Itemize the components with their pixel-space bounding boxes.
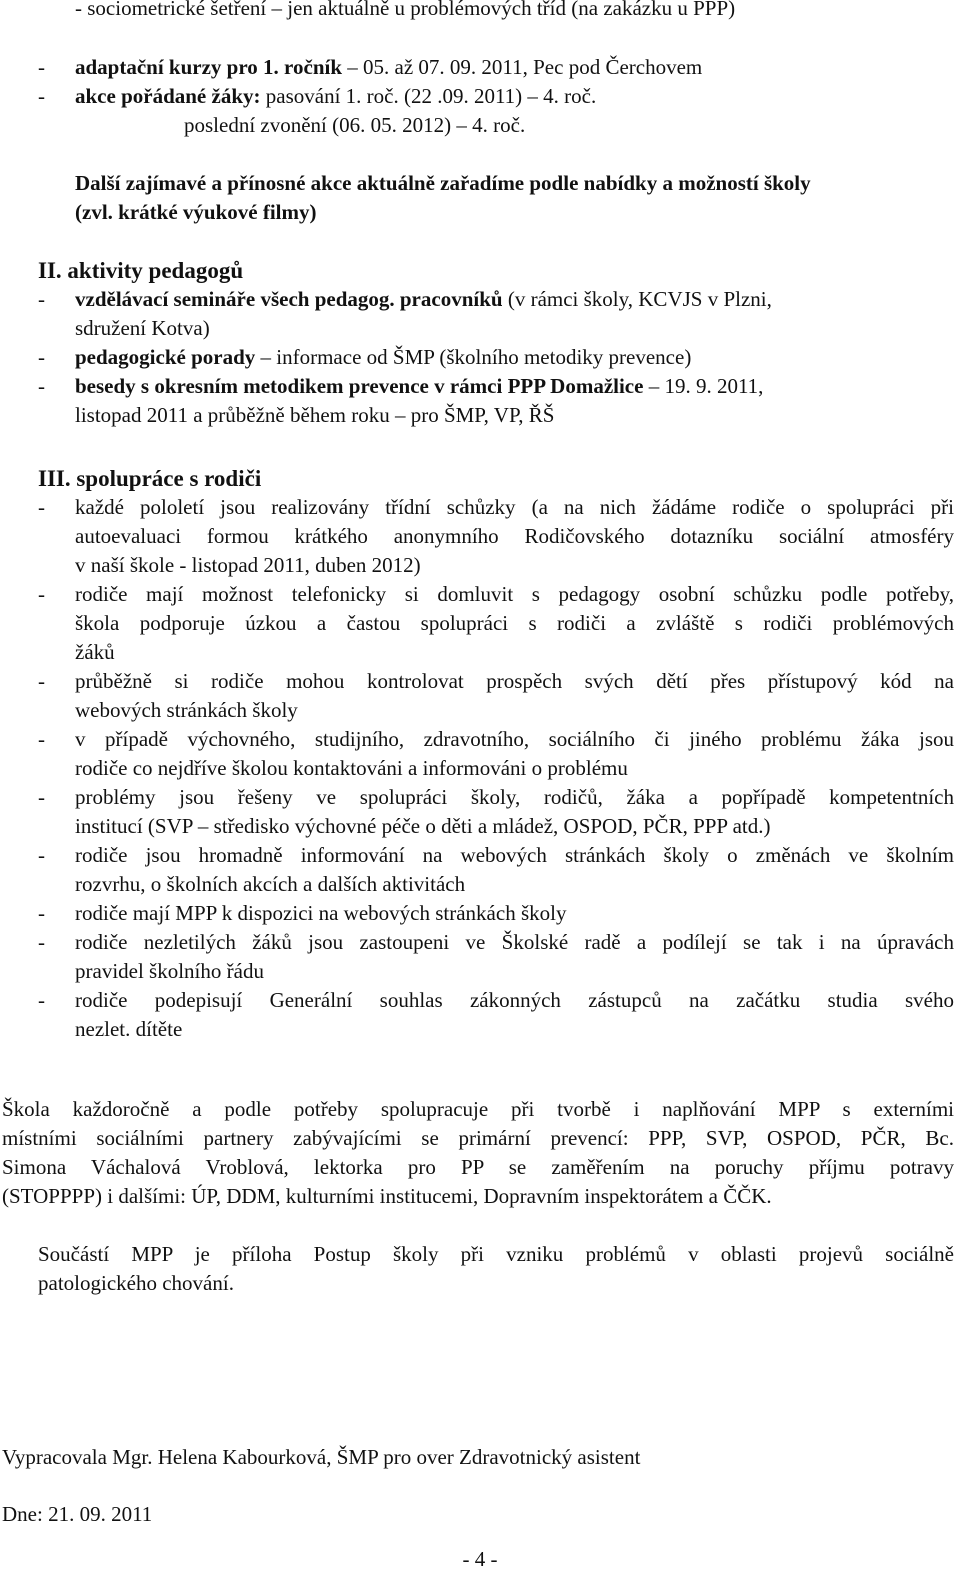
paragraph-line: Škola každoročně a podle potřeby spolupracuje při tvorbě i naplňování MPP s externími <box>2 1097 954 1121</box>
paragraph-line: Simona Váchalová Vroblová, lektorka pro PP se zaměřením na poruchy příjmu potravy <box>2 1155 954 1179</box>
list-item-posledni-zvoneni: poslední zvonění (06. 05. 2012) – 4. roč. <box>184 113 526 137</box>
list-item-text: žáků <box>75 640 115 664</box>
list-item-text: rodiče mají MPP k dispozici na webových stránkách školy <box>75 901 567 925</box>
section-heading-spoluprace-s-rodici: III. spolupráce s rodiči <box>38 466 262 491</box>
item-bold-text: adaptační kurzy pro 1. ročník <box>75 55 343 79</box>
list-item-seminare-cont: sdružení Kotva) <box>75 316 210 340</box>
bullet-dash: - <box>38 84 45 108</box>
list-item-text: rodiče jsou hromadně informování na webových stránkách školy o změnách ve školním <box>75 843 954 867</box>
bullet-dash: - <box>38 55 45 79</box>
page-number: - 4 - <box>462 1547 498 1571</box>
list-item-text: rodiče podepisují Generální souhlas zákonných zástupců na začátku studia svého <box>75 988 954 1012</box>
bullet-dash: - <box>38 582 45 606</box>
item-text: – informace od ŠMP (školního metodiky prevence) <box>255 345 692 369</box>
bullet-dash: - <box>38 843 45 867</box>
annex-paragraph <box>38 1240 954 1298</box>
paragraph-line: (STOPPPP) i dalšími: ÚP, DDM, kulturními institucemi, Dopravním inspektorátem a ČČK. <box>2 1184 772 1208</box>
bullet-dash: - <box>38 495 45 519</box>
list-item-text: v naší škole - listopad 2011, duben 2012) <box>75 553 421 577</box>
list-item-text: institucí (SVP – středisko výchovné péče o děti a mládež, OSPOD, PČR, PPP atd.) <box>75 814 771 838</box>
paragraph-line: patologického chování. <box>38 1271 234 1295</box>
item-text: – 19. 9. 2011, <box>643 374 764 398</box>
paragraph-line: místními sociálními partnery zabývajícími se primární prevencí: PPP, SVP, OSPOD, PČR, Bc. <box>2 1126 954 1150</box>
list-item-text: rozvrhu, o školních akcích a dalších aktivitách <box>75 872 466 896</box>
item-bold-text: akce pořádané žáky: <box>75 84 261 108</box>
list-item-text: problémy jsou řešeny ve spolupráci školy, rodičů, žáka a popřípadě kompetentních <box>75 785 954 809</box>
list-item-text: průběžně si rodiče mohou kontrolovat prospěch svých dětí přes přístupový kód na <box>75 669 954 693</box>
list-item-text: rodiče mají možnost telefonicky si domluvit s pedagogy osobní schůzku podle potřeby, <box>75 582 954 606</box>
partners-paragraph <box>2 1095 954 1211</box>
list-item-text: rodiče co nejdříve školou kontaktováni a informováni o problému <box>75 756 628 780</box>
bullet-dash: - <box>38 930 45 954</box>
bullet-dash: - <box>38 988 45 1012</box>
list-item-text: škola podporuje úzkou a častou spolupráci s rodiči a zvláště s rodiči problémových <box>75 611 954 635</box>
list-item-text: rodiče nezletilých žáků jsou zastoupeni ve Školské radě a podílejí se tak i na úpravách <box>75 930 954 954</box>
dalsi-akce-line-2: (zvl. krátké výukové filmy) <box>75 200 317 224</box>
list-item-text: autoevaluaci formou krátkého anonymního Rodičovského dotazníku sociální atmosféry <box>75 524 954 548</box>
bullet-dash: - <box>38 901 45 925</box>
section-heading-aktivity-pedagogu: II. aktivity pedagogů <box>38 258 244 283</box>
list-item-text: každé pololetí jsou realizovány třídní schůzky (a na nich žádáme rodiče o spolupráci při <box>75 495 954 519</box>
bullet-dash: - <box>38 374 45 398</box>
item-text: – 05. až 07. 09. 2011, Pec pod Čerchovem <box>342 55 703 79</box>
date-line: Dne: 21. 09. 2011 <box>2 1502 153 1526</box>
list-item-text: v případě výchovného, studijního, zdravotního, sociálního či jiného problému žáka jsou <box>75 727 954 751</box>
bullet-dash: - <box>38 669 45 693</box>
list-item-text: webových stránkách školy <box>75 698 298 722</box>
list-item-besedy-cont: listopad 2011 a průběžně během roku – pro ŠMP, VP, ŘŠ <box>75 403 555 427</box>
bullet-dash: - <box>38 345 45 369</box>
bullet-dash: - <box>38 727 45 751</box>
list-item-text: pravidel školního řádu <box>75 959 264 983</box>
item-bold-text: pedagogické porady <box>75 345 256 369</box>
item-text: pasování 1. roč. (22 .09. 2011) – 4. roč. <box>260 84 597 108</box>
paragraph-line: Součástí MPP je příloha Postup školy při vzniku problémů v oblasti projevů sociálně <box>38 1242 954 1266</box>
item-bold-text: besedy s okresním metodikem prevence v rámci PPP Domažlice <box>75 374 644 398</box>
list-item-text: nezlet. dítěte <box>75 1017 183 1041</box>
bullet-dash: - <box>38 785 45 809</box>
sociometric-line: - sociometrické šetření – jen aktuálně u problémových tříd (na zakázku u PPP) <box>75 0 736 20</box>
author-line: Vypracovala Mgr. Helena Kabourková, ŠMP pro over Zdravotnický asistent <box>2 1445 641 1469</box>
dalsi-akce-line-1: Další zajímavé a přínosné akce aktuálně zařadíme podle nabídky a možností školy <box>75 171 811 195</box>
bullet-dash: - <box>38 287 45 311</box>
item-text: (v rámci školy, KCVJS v Plzni, <box>502 287 772 311</box>
item-bold-text: vzdělávací semináře všech pedagog. pracovníků <box>75 287 503 311</box>
